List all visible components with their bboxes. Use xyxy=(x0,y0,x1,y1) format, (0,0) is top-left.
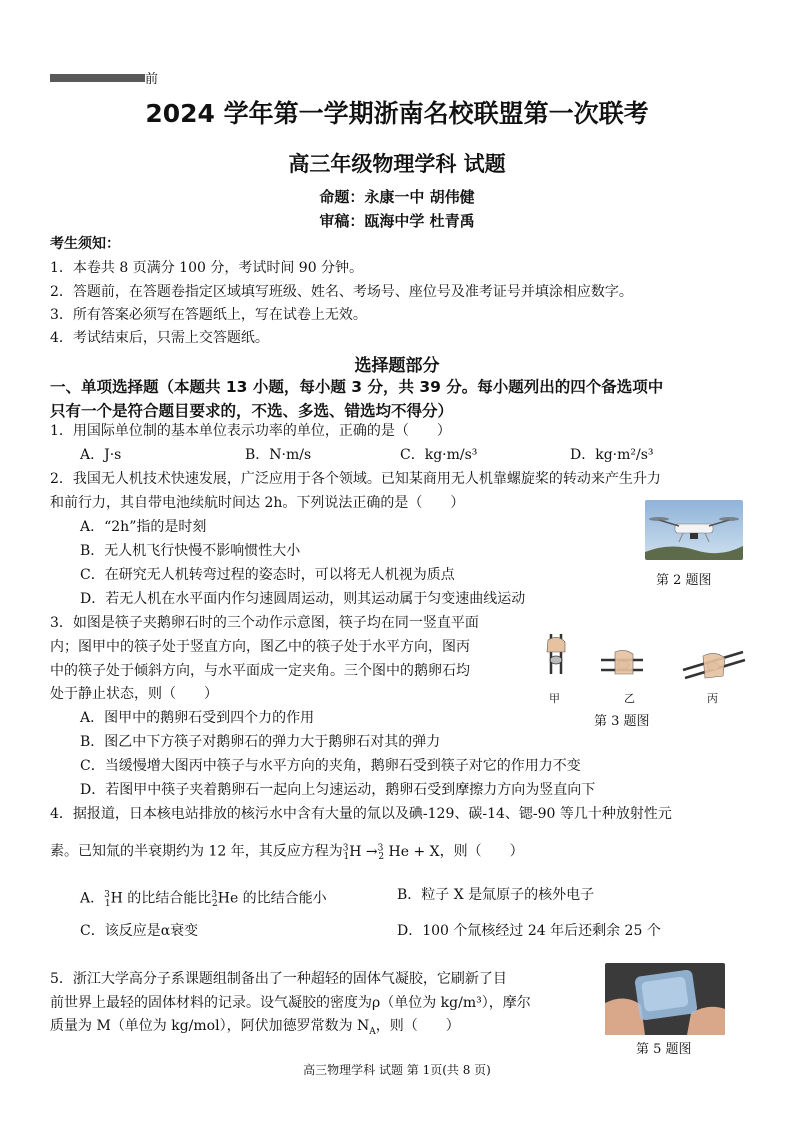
q1-option-c: C．kg·m/s³ xyxy=(400,447,478,463)
q1-option-a: A．J·s xyxy=(80,447,122,463)
q3-stem-3: 中的筷子处于倾斜方向，与水平面成一定夹角。三个图中的鹅卵石均 xyxy=(50,663,470,679)
author-line-2: 审稿：瓯海中学 杜青禹 xyxy=(319,212,475,230)
q2-stem-1: 2．我国无人机技术快速发展，广泛应用于各个领域。已知某商用无人机靠螺旋桨的转动来产生升力 xyxy=(50,471,661,487)
q2-option-a: A．“2h”指的是时刻 xyxy=(80,519,207,535)
reaction-equation: $^3_1$H →$^3_2$ He + X xyxy=(342,843,440,863)
notice-item: 2．答题前，在答题卷指定区域填写班级、姓名、考场号、座位号及准考证号并填涂相应数字。 xyxy=(50,284,633,300)
author-line-1: 命题：永康一中 胡伟健 xyxy=(319,188,475,206)
exam-title: 2024 学年第一学期浙南名校联盟第一次联考 xyxy=(145,99,649,128)
q3-option-b: B．图乙中下方筷子对鹅卵石的弹力大于鹅卵石对其的弹力 xyxy=(80,734,441,750)
q5-stem-3: 质量为 M（单位为 kg/mol），阿伏加德罗常数为 $N_A$，则（ ） xyxy=(50,1018,460,1037)
figure-label-yi: 乙 xyxy=(624,692,635,705)
q2-stem-2: 和前行力，其自带电池续航时间达 2h。下列说法正确的是（ ） xyxy=(50,495,465,511)
aerogel-photo xyxy=(605,963,725,1035)
drone-photo xyxy=(645,500,743,560)
q3-stem-4: 处于静止状态，则（ ） xyxy=(50,686,218,702)
corner-text: 前 xyxy=(145,72,159,87)
q4-stem-1: 4．据报道，日本核电站排放的核污水中含有大量的氚以及碘-129、碳-14、锶-90 等几十种放射性元 xyxy=(50,806,672,822)
page-footer: 高三物理学科 试题 第 1页(共 8 页) xyxy=(303,1063,491,1077)
q2-option-c: C．在研究无人机转弯过程的姿态时，可以将无人机视为质点 xyxy=(80,567,455,583)
handwritten-scribble xyxy=(50,74,145,82)
q1-stem: 1．用国际单位制的基本单位表示功率的单位，正确的是（ ） xyxy=(50,423,451,439)
notice-heading: 考生须知： xyxy=(50,236,120,252)
notice-item: 4．考试结束后，只需上交答题纸。 xyxy=(50,330,269,346)
q3-stem-1: 3．如图是筷子夹鹅卵石时的三个动作示意图，筷子均在同一竖直平面 xyxy=(50,615,479,631)
q4-option-b: B．粒子 X 是氚原子的核外电子 xyxy=(397,887,595,903)
q1-option-b: B．N·m/s xyxy=(245,447,312,463)
q2-option-d: D．若无人机在水平面内作匀速圆周运动，则其运动属于匀变速曲线运动 xyxy=(80,591,526,607)
chopsticks-figure xyxy=(543,630,748,690)
q4-stem-2: 素。已知氚的半衰期约为 12 年，其反应方程为$^3_1$H →$^3_2$ He + X，则（ ） xyxy=(50,843,524,863)
q2-figure-caption: 第 2 题图 xyxy=(656,573,712,588)
q4-option-d: D．100 个氚核经过 24 年后还剩余 25 个 xyxy=(397,923,661,939)
q2-option-b: B．无人机飞行快慢不影响惯性大小 xyxy=(80,543,301,559)
q3-figure-caption: 第 3 题图 xyxy=(594,714,650,729)
q4-option-c: C．该反应是α衰变 xyxy=(80,923,199,939)
notice-item: 3．所有答案必须写在答题纸上，写在试卷上无效。 xyxy=(50,307,367,323)
q5-stem-2: 前世界上最轻的固体材料的记录。设气凝胶的密度为ρ（单位为 kg/m³），摩尔 xyxy=(50,995,531,1011)
part1-heading-line-1: 一、单项选择题（本题共 13 小题，每小题 3 分，共 39 分。每小题列出的四个备选项中 xyxy=(50,378,664,396)
q4-option-a: A．$^3_1$H 的比结合能比$^3_2$He 的比结合能小 xyxy=(80,890,327,910)
figure-label-bing: 丙 xyxy=(707,692,718,705)
exam-subtitle: 高三年级物理学科 试题 xyxy=(288,152,506,176)
q3-stem-2: 内；图甲中的筷子处于竖直方向，图乙中的筷子处于水平方向，图丙 xyxy=(50,639,470,655)
q5-figure-caption: 第 5 题图 xyxy=(636,1042,692,1057)
q3-option-a: A．图甲中的鹅卵石受到四个力的作用 xyxy=(80,710,315,726)
section-title: 选择题部分 xyxy=(354,356,440,376)
figure-label-jia: 甲 xyxy=(549,692,560,705)
q5-stem-1: 5．浙江大学高分子系课题组制备出了一种超轻的固体气凝胶，它刷新了目 xyxy=(50,971,507,987)
notice-item: 1．本卷共 8 页满分 100 分，考试时间 90 分钟。 xyxy=(50,260,364,276)
q3-option-d: D．若图甲中筷子夹着鹅卵石一起向上匀速运动，鹅卵石受到摩擦力方向为竖直向下 xyxy=(80,782,596,798)
part1-heading-line-2: 只有一个是符合题目要求的，不选、多选、错选均不得分） xyxy=(50,402,454,420)
q3-option-c: C．当缓慢增大图丙中筷子与水平方向的夹角，鹅卵石受到筷子对它的作用力不变 xyxy=(80,758,581,774)
q1-option-d: D．kg·m²/s³ xyxy=(570,447,654,463)
